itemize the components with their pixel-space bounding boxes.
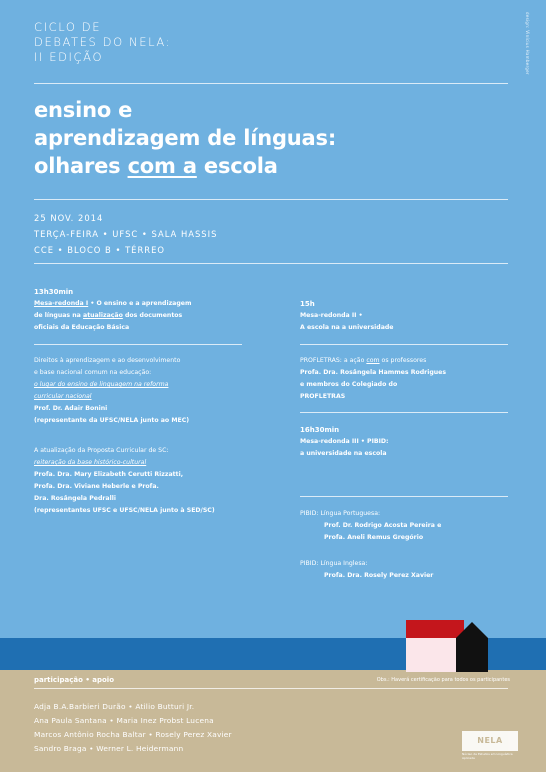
poster-title — [34, 96, 336, 180]
event-series-title — [34, 20, 171, 65]
divider-top — [34, 83, 508, 84]
session-1-title-l2: de línguas na atualização dos documentos — [34, 312, 183, 319]
talk-1-speaker: Prof. Dr. Adair Bonini — [34, 405, 108, 412]
participants-line-3: Marcos Antônio Rocha Baltar • Rosely Perez Xavier — [34, 730, 232, 739]
pibid-portuguese-speaker-1: Prof. Dr. Rodrigo Acosta Pereira e — [324, 522, 442, 529]
session-2-title-l1: Mesa-redonda II • — [300, 312, 363, 319]
pibid-english-speaker: Profa. Dra. Rosely Perez Xavier — [324, 572, 434, 579]
talk-1 — [34, 355, 254, 427]
profletras-talk — [300, 355, 510, 403]
divider-right-3 — [300, 496, 508, 497]
event-location: CCE • BLOCO B • TÉRREO — [34, 245, 165, 255]
pibid-english — [300, 558, 510, 582]
talk-2-l2: reiteração da base histórico-cultural — [34, 459, 147, 466]
participants-line-1: Adja B.A.Barbieri Durão • Atilio Butturi Jr. — [34, 702, 195, 711]
session-2-title-l2: A escola na a universidade — [300, 324, 394, 331]
profletras-speaker-1: Profa. Dra. Rosângela Hammes Rodrigues — [300, 369, 447, 376]
participants-line-2: Ana Paula Santana • Maria Inez Probst Lucena — [34, 716, 214, 725]
design-credit: design: Vinícius Hamberger — [525, 12, 530, 75]
house-illustration — [406, 620, 488, 672]
profletras-title: PROFLETRAS: a ação com os professores — [300, 357, 427, 364]
footer-title: participação • apoio — [34, 676, 114, 684]
participants-list — [34, 700, 232, 756]
session-2 — [300, 298, 510, 334]
divider-right-1 — [300, 344, 508, 345]
divider-footer — [34, 688, 508, 689]
pibid-english-label: PIBID: Língua Inglesa: — [300, 560, 368, 567]
profletras-speaker-2: e membros do Colegiado do — [300, 381, 398, 388]
talk-2-speaker-2: Profa. Dra. Viviane Heberle e Profa. — [34, 483, 159, 490]
talk-1-l3: o lugar do ensino de linguagem na reforma — [34, 381, 169, 388]
talk-2-affiliation: (representantes UFSC e UFSC/NELA junto à SED/SC) — [34, 507, 215, 514]
talk-1-l2: e base nacional comum na educação: — [34, 369, 152, 376]
cycle-line-2: DEBATES DO NELA: — [34, 35, 172, 49]
talk-1-l1: Direitos à aprendizagem e ao desenvolvimento — [34, 357, 181, 364]
talk-1-affiliation: (representante da UFSC/NELA junto ao MEC) — [34, 417, 190, 424]
event-details — [34, 210, 217, 258]
nela-logo-subtitle: Núcleo de Estudos em Linguística Aplicada — [462, 752, 513, 760]
talk-2 — [34, 445, 264, 517]
house-roof — [406, 620, 464, 638]
profletras-speaker-3: PROFLETRAS — [300, 393, 346, 400]
divider-left-1 — [34, 344, 242, 345]
event-date: 25 NOV. 2014 — [34, 213, 104, 223]
session-3-title-l2: a universidade na escola — [300, 450, 387, 457]
participants-line-4: Sandro Braga • Werner L. Heidermann — [34, 744, 184, 753]
talk-1-l4: curricular nacional — [34, 393, 92, 400]
session-3 — [300, 424, 510, 460]
session-1-time: 13h30min — [34, 288, 74, 296]
house-wall — [406, 638, 456, 672]
pibid-portuguese-speaker-2: Profa. Aneli Remus Gregório — [324, 534, 424, 541]
session-3-time: 16h30min — [300, 426, 340, 434]
session-3-title-l1: Mesa-redonda III • PIBID: — [300, 438, 389, 445]
cycle-line-3: II EDIÇÃO — [34, 50, 104, 64]
session-1-title-l3: oficiais da Educação Básica — [34, 324, 130, 331]
divider-title — [34, 199, 508, 200]
pibid-portuguese-label: PIBID: Língua Portuguesa: — [300, 510, 381, 517]
session-2-time: 15h — [300, 300, 315, 308]
title-line-3: olhares com a escola — [34, 154, 278, 178]
certificate-note: Obs.: Haverá certificação para todos os participantes — [376, 677, 510, 683]
session-1-title-l1: Mesa-redonda I • O ensino e a aprendizagem — [34, 300, 192, 307]
title-line-2: aprendizagem de línguas: — [34, 126, 337, 150]
session-1 — [34, 286, 254, 334]
pibid-portuguese — [300, 508, 510, 544]
divider-date — [34, 263, 508, 264]
talk-2-speaker-1: Profa. Dra. Mary Elizabeth Cerutti Rizzatti, — [34, 471, 184, 478]
talk-2-speaker-3: Dra. Rosângela Pedralli — [34, 495, 116, 502]
event-venue: TERÇA-FEIRA • UFSC • SALA HASSIS — [34, 229, 218, 239]
talk-2-l1: A atualização da Proposta Curricular de SC: — [34, 447, 169, 454]
cycle-line-1: CICLO DE — [34, 20, 102, 34]
nela-logo: NELA — [462, 731, 518, 751]
divider-right-2 — [300, 412, 508, 413]
title-line-1: ensino e — [34, 98, 133, 122]
